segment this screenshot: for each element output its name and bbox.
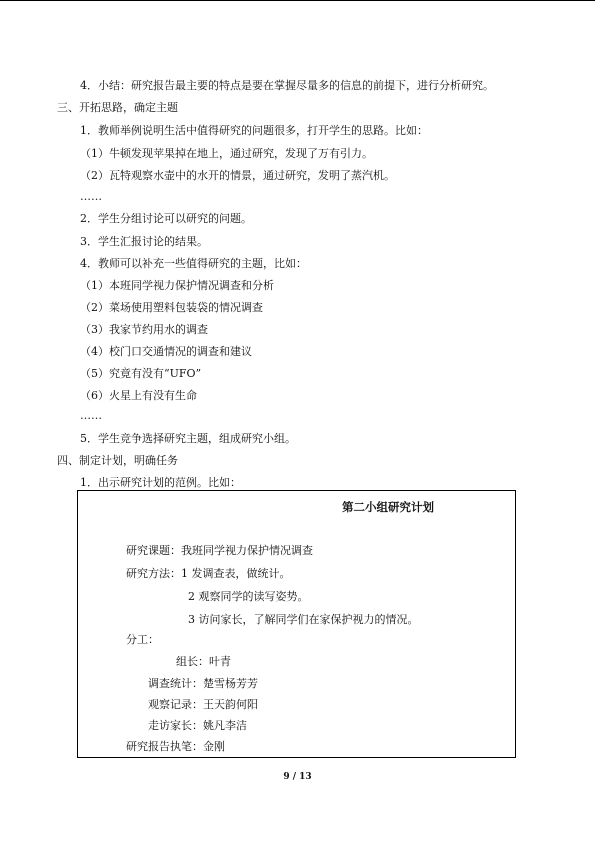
- plan-method-1: 研究方法：1 发调查表，做统计。: [126, 567, 291, 580]
- topic-item-3: （3）我家节约用水的调查: [80, 323, 208, 336]
- point-2: 2．学生分组讨论可以研究的问题。: [80, 212, 252, 225]
- point-1: 1．教师举例说明生活中值得研究的问题很多，打开学生的思路。比如：: [80, 124, 428, 137]
- plan-topic: 研究课题：我班同学视力保护情况调查: [126, 544, 313, 557]
- header-rule: [0, 0, 595, 1]
- plan-writer: 研究报告执笔：金刚: [126, 740, 225, 753]
- plan-division-label: 分工：: [126, 633, 159, 646]
- example-newton: （1）牛顿发现苹果掉在地上，通过研究，发现了万有引力。: [80, 147, 373, 160]
- point-3: 3．学生汇报讨论的结果。: [80, 235, 208, 248]
- topic-item-5: （5）究竟有没有“UFO”: [80, 367, 202, 380]
- plan-method-3: 3 访问家长，了解同学们在家保护视力的情况。: [188, 613, 419, 626]
- topic-item-6: （6）火星上有没有生命: [80, 389, 197, 402]
- example-watt: （2）瓦特观察水壶中的水开的情景，通过研究，发明了蒸汽机。: [80, 169, 395, 182]
- plan-leader: 组长：叶青: [176, 655, 231, 668]
- topic-item-4: （4）校门口交通情况的调查和建议: [80, 345, 252, 358]
- plan-title: 第二小组研究计划: [342, 500, 434, 514]
- plan-visit: 走访家长：姚凡李洁: [148, 719, 247, 732]
- point-5: 5．学生竞争选择研究主题，组成研究小组。: [80, 432, 296, 445]
- point-4: 4．教师可以补充一些值得研究的主题，比如：: [80, 257, 307, 270]
- topic-item-2: （2）菜场使用塑料包装袋的情况调查: [80, 301, 263, 314]
- summary-point-4: 4．小结：研究报告最主要的特点是要在掌握尽量多的信息的前提下，进行分析研究。: [80, 79, 494, 92]
- plan-survey: 调查统计：楚雪杨芳芳: [148, 677, 258, 690]
- plan-intro: 1．出示研究计划的范例。比如：: [80, 476, 241, 489]
- ellipsis: ……: [80, 409, 102, 422]
- topic-item-1: （1）本班同学视力保护情况调查和分析: [80, 279, 274, 292]
- section-heading-3: 三、开拓思路，确定主题: [57, 101, 178, 114]
- plan-observe: 观察记录：王天韵何阳: [148, 698, 258, 711]
- page-number: 9 / 13: [283, 772, 312, 782]
- section-heading-4: 四、制定计划，明确任务: [57, 454, 178, 467]
- ellipsis: ……: [80, 190, 102, 203]
- plan-method-2: 2 观察同学的读写姿势。: [188, 590, 309, 603]
- research-plan-box: [77, 490, 516, 758]
